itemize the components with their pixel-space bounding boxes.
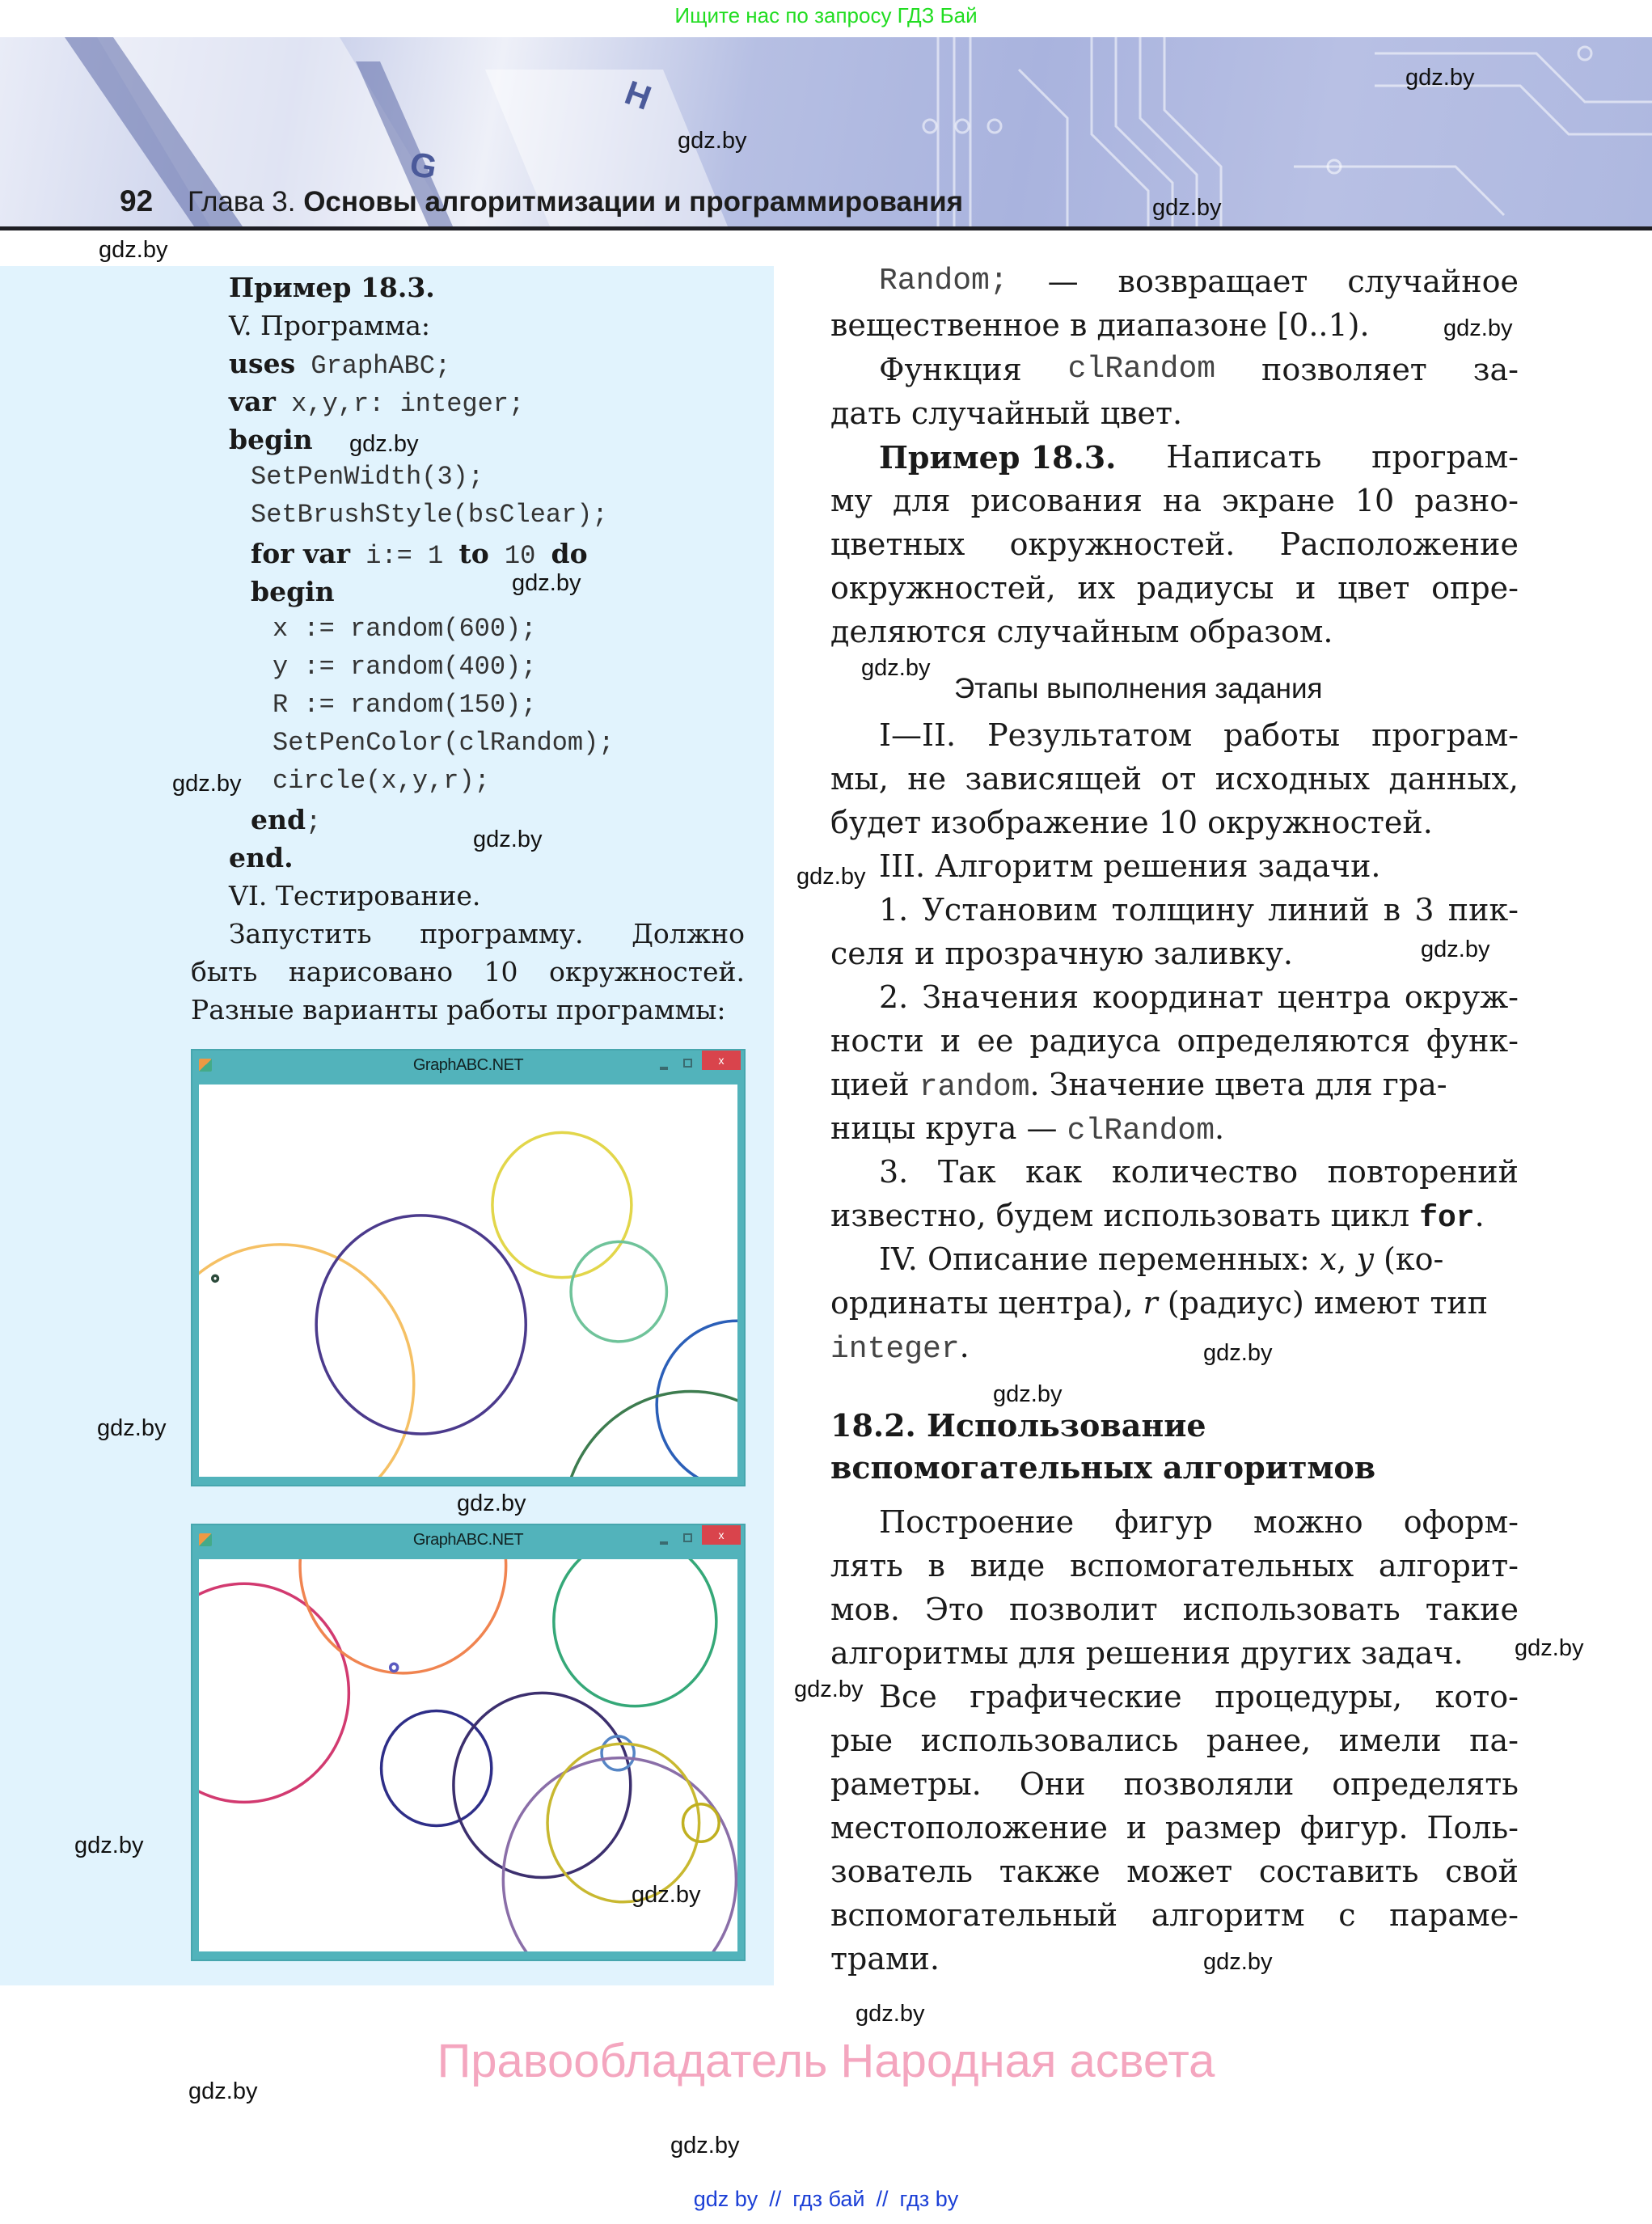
watermark: gdz.by xyxy=(1443,315,1513,341)
text-line: раметры. Они позволяли определять xyxy=(830,1766,1519,1802)
watermark: gdz.by xyxy=(1152,195,1222,221)
chapter-title: Основы алгоритмизации и программирования xyxy=(303,186,964,218)
text-line: Random; — возвращает случайное xyxy=(879,264,1519,299)
graphabc-window-1 xyxy=(191,1049,746,1486)
svg-text:G: G xyxy=(407,144,440,187)
text-line: вспомогательный алгоритм с параме- xyxy=(830,1897,1519,1933)
text-line: будет изображение 10 окружностей. xyxy=(830,805,1433,840)
code-line: SetPenWidth(3); xyxy=(251,462,484,492)
circles-drawing xyxy=(199,1085,737,1477)
watermark: gdz.by xyxy=(678,128,747,154)
text-line: IV. Описание переменных: x, y (ко- xyxy=(879,1241,1444,1277)
page-number: 92 xyxy=(120,184,154,218)
circle-shape xyxy=(683,1804,720,1842)
code-line: var x,y,r: integer; xyxy=(229,386,525,419)
stages-title: Этапы выполнения задания xyxy=(954,673,1323,704)
text-line: вещественное в диапазоне [0..1). xyxy=(830,307,1370,343)
text-line: деляются случайным образом. xyxy=(830,614,1333,649)
code-line: end. xyxy=(229,842,294,873)
text-line: Все графические процедуры, кото- xyxy=(879,1679,1519,1715)
watermark: gdz.by xyxy=(1515,1635,1584,1661)
text-line: окружностей, их радиусы и цвет опре- xyxy=(830,570,1519,606)
text-line: известно, будем использовать цикл for. xyxy=(830,1198,1485,1236)
test-text-line: Запустить программу. Должно xyxy=(229,918,745,949)
section-heading: 18.2. Использование xyxy=(830,1407,1206,1444)
footer-separator: // xyxy=(769,2187,782,2211)
drawing-canvas xyxy=(199,1085,737,1477)
code-line: end; xyxy=(251,804,322,837)
window-titlebar[interactable] xyxy=(192,1051,744,1085)
test-text-line: Разные варианты работы программы: xyxy=(191,994,726,1025)
circle-shape xyxy=(213,1275,218,1281)
section-v-label: V. Программа: xyxy=(229,310,431,341)
watermark: gdz.by xyxy=(1203,1949,1273,1975)
footer-separator: // xyxy=(876,2187,889,2211)
text-line: Пример 18.3. Написать програм- xyxy=(879,439,1519,476)
circle-shape xyxy=(503,1758,736,1951)
text-line: мов. Это позволит использовать такие xyxy=(830,1592,1519,1627)
maximize-icon[interactable] xyxy=(683,1533,692,1542)
watermark: gdz.by xyxy=(632,1882,701,1908)
watermark: gdz.by xyxy=(1421,937,1490,962)
chapter-header xyxy=(188,186,963,218)
circle-shape xyxy=(199,1245,414,1477)
code-line: begin xyxy=(229,424,313,455)
circle-shape xyxy=(199,1583,349,1802)
section-heading: вспомогательных алгоритмов xyxy=(830,1449,1376,1486)
text-line: 1. Установим толщину линий в 3 пик- xyxy=(879,892,1519,928)
circle-shape xyxy=(391,1664,398,1671)
watermark: gdz.by xyxy=(97,1415,167,1441)
circle-shape xyxy=(316,1216,526,1434)
watermark: gdz.by xyxy=(670,2133,740,2158)
example-title: Пример 18.3. xyxy=(229,272,435,303)
text-line: зователь также может составить свой xyxy=(830,1854,1519,1889)
watermark: gdz.by xyxy=(457,1490,526,1516)
text-line: лять в виде вспомогательных алгорит- xyxy=(830,1548,1519,1583)
watermark: gdz.by xyxy=(796,864,866,890)
watermark: gdz.by xyxy=(512,570,581,596)
header-divider xyxy=(0,226,1652,230)
circle-shape xyxy=(602,1736,634,1770)
circle-shape xyxy=(571,1241,666,1341)
text-line: III. Алгоритм решения задачи. xyxy=(879,848,1381,884)
text-line: ницы круга — clRandom. xyxy=(830,1110,1225,1148)
chapter-prefix: Глава 3. xyxy=(188,186,304,218)
test-text-line: быть нарисовано 10 окружностей. xyxy=(191,956,745,987)
circle-shape xyxy=(382,1710,492,1825)
watermark: gdz.by xyxy=(74,1833,144,1858)
text-line: I—II. Результатом работы програм- xyxy=(879,717,1519,753)
search-hint-banner: Ищите нас по запросу ГДЗ Бай xyxy=(674,3,978,27)
code-line: x := random(600); xyxy=(273,614,537,644)
code-line: begin xyxy=(251,576,335,607)
window-titlebar[interactable] xyxy=(192,1525,744,1559)
circle-shape xyxy=(554,1559,716,1706)
watermark: gdz.by xyxy=(99,237,168,263)
text-line: трами. xyxy=(830,1941,940,1977)
text-line: алгоритмы для решения других задач. xyxy=(830,1635,1464,1671)
circle-shape xyxy=(454,1693,631,1877)
watermark: gdz.by xyxy=(1405,65,1475,91)
code-line: R := random(150); xyxy=(273,690,537,720)
text-line: Построение фигур можно оформ- xyxy=(879,1504,1519,1540)
svg-text:H: H xyxy=(619,73,657,117)
copyright-notice: Правообладатель Народная асвета xyxy=(437,2035,1215,2087)
circle-shape xyxy=(492,1132,632,1277)
text-line: integer. xyxy=(830,1329,970,1367)
text-line: ности и ее радиуса определяются функ- xyxy=(830,1023,1519,1059)
text-line: ординаты центра), r (радиус) имеют тип xyxy=(830,1285,1489,1321)
circle-shape xyxy=(657,1321,737,1477)
window-title: GraphABC.NET xyxy=(412,1531,524,1549)
window-title: GraphABC.NET xyxy=(412,1056,524,1074)
text-line: селя и прозрачную заливку. xyxy=(830,936,1294,971)
maximize-icon[interactable] xyxy=(683,1059,692,1068)
code-line: SetPenColor(clRandom); xyxy=(273,728,615,758)
code-line: for var i:= 1 to 10 do xyxy=(251,538,588,571)
circle-shape xyxy=(563,1392,737,1477)
text-line: местоположение и размер фигур. Поль- xyxy=(830,1810,1519,1846)
watermark: gdz.by xyxy=(473,827,543,852)
text-line: цией random. Значение цвета для гра- xyxy=(830,1067,1447,1105)
footer-link-gdz-by-cyr[interactable]: гдз by xyxy=(899,2187,959,2211)
close-button[interactable]: x xyxy=(702,1051,741,1070)
close-button[interactable]: x xyxy=(702,1525,741,1545)
footer-link-gdz-by[interactable]: gdz by xyxy=(693,2187,758,2211)
text-line: 3. Так как количество повторений xyxy=(879,1154,1519,1190)
text-line: цветных окружностей. Расположение xyxy=(830,526,1519,562)
footer-link-gdz-bai[interactable]: гдз бай xyxy=(792,2187,865,2211)
minimize-icon[interactable] xyxy=(660,1067,668,1070)
text-line: рые использовались ранее, имели па- xyxy=(830,1723,1519,1758)
watermark: gdz.by xyxy=(1203,1340,1273,1366)
watermark: gdz.by xyxy=(349,431,419,457)
text-line: 2. Значения координат центра окруж- xyxy=(879,979,1519,1015)
watermark: gdz.by xyxy=(172,771,242,797)
watermark: gdz.by xyxy=(993,1381,1063,1407)
text-line: дать случайный цвет. xyxy=(830,395,1183,431)
circle-shape xyxy=(300,1559,506,1673)
text-line: му для рисования на экране 10 разно- xyxy=(830,483,1519,518)
code-line: circle(x,y,r); xyxy=(273,766,490,796)
minimize-icon[interactable] xyxy=(660,1541,668,1545)
watermark: gdz.by xyxy=(188,2078,258,2104)
watermark: gdz.by xyxy=(794,1676,864,1702)
footer-links xyxy=(0,2187,1652,2212)
section-vi-label: VI. Тестирование. xyxy=(229,880,481,911)
text-line: Функция clRandom позволяет за- xyxy=(879,352,1519,387)
watermark: gdz.by xyxy=(861,655,931,681)
watermark: gdz.by xyxy=(856,2001,925,2027)
code-line: y := random(400); xyxy=(273,652,537,682)
example-label: Пример 18.3. xyxy=(879,439,1117,476)
code-line: uses GraphABC; xyxy=(229,348,451,381)
text-line: мы, не зависящей от исходных данных, xyxy=(830,761,1519,797)
code-line: SetBrushStyle(bsClear); xyxy=(251,500,608,530)
